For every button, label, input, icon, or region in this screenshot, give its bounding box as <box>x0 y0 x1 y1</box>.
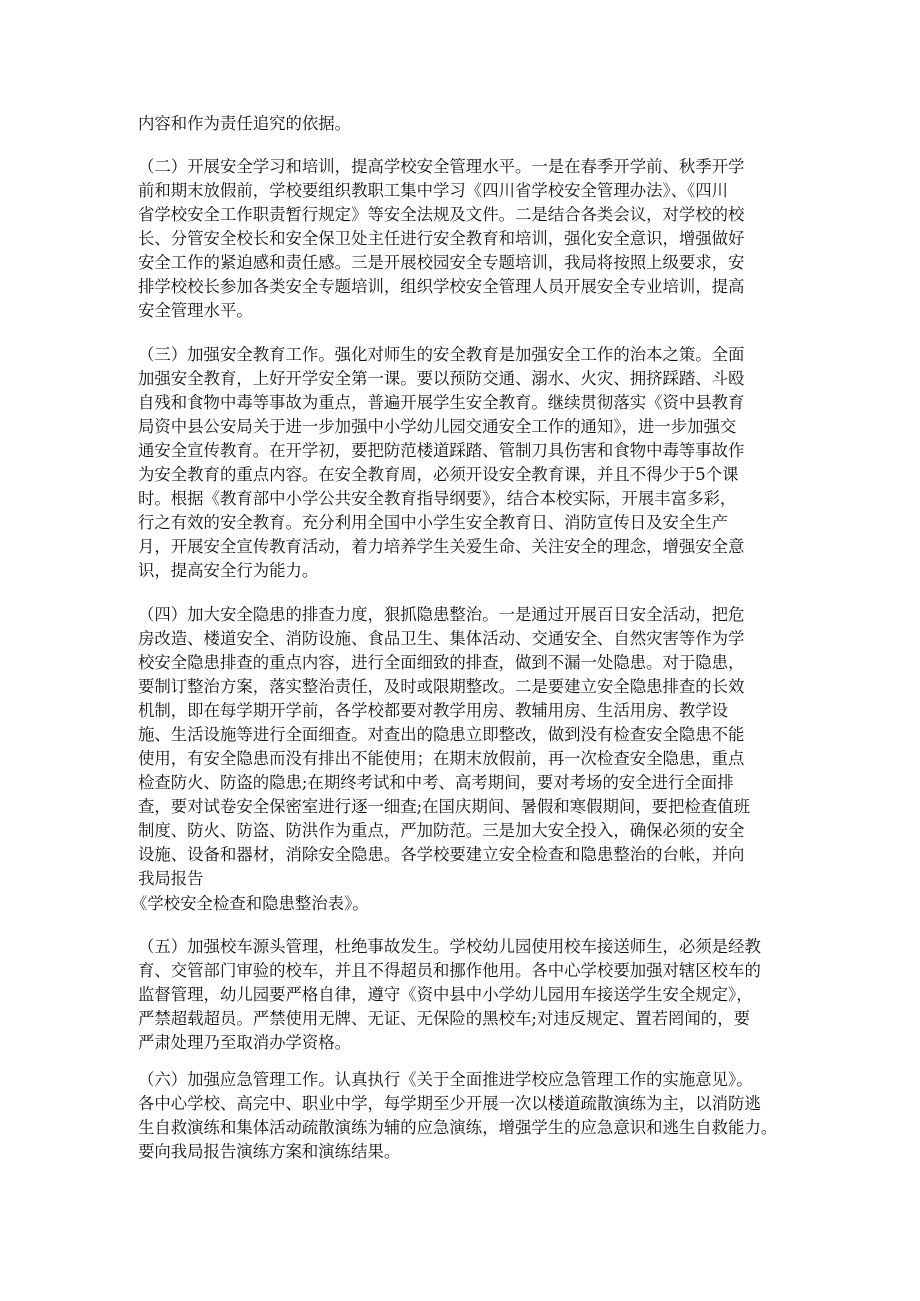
text-line: 长、分管安全校长和安全保卫处主任进行安全教育和培训，强化安全意识，增强做好 <box>138 229 745 248</box>
text-line: 识，提高安全行为能力。 <box>138 561 319 580</box>
text-line: 自残和食物中毒等事故为重点，普遍开展学生安全教育。继续贯彻落实《资中县教育 <box>138 393 745 412</box>
text-line: （六）加强应急管理工作。认真执行《关于全面推进学校应急管理工作的实施意见》。 <box>138 1070 753 1089</box>
text-line: 前和期末放假前，学校要组织教职工集中学习《四川省学校安全管理办法》、《四川 <box>138 181 729 200</box>
text-line: 制度、防火、防盗、防洪作为重点，严加防范。三是加大安全投入，确保必须的安全 <box>138 821 745 840</box>
paragraph-section-4 <box>138 603 798 891</box>
text-line: （四）加大安全隐患的排查力度，狠抓隐患整治。一是通过开展百日安全活动，把危 <box>138 605 745 624</box>
text-line: 内容和作为责任追究的依据。 <box>138 114 352 133</box>
paragraph-section-6 <box>138 1068 798 1164</box>
text-line: 安全工作的紧迫感和责任感。三是开展校园安全专题培训，我局将按照上级要求，安 <box>138 253 745 272</box>
text-line: 安全管理水平。 <box>138 301 253 320</box>
text-line: 省学校安全工作职责暂行规定》等安全法规及文件。二是结合各类会议，对学校的校 <box>138 205 745 224</box>
text-line: 要制订整治方案，落实整治责任，及时或限期整改。二是要建立安全隐患排查的长效 <box>138 677 745 696</box>
text-line: （五）加强校车源头管理，杜绝事故发生。学校幼儿园使用校车接送师生，必须是经教 <box>138 937 761 956</box>
text-line: 生自救演练和集体活动疏散演练为辅的应急演练，增强学生的应急意识和逃生自救能力。 <box>138 1118 778 1137</box>
text-line: 使用，有安全隐患而没有排出不能使用；在期末放假前，再一次检查安全隐患，重点 <box>138 749 745 768</box>
text-line: 严肃处理乃至取消办学资格。 <box>138 1033 352 1052</box>
text-line: 机制，即在每学期开学前，各学校都要对教学用房、教辅用房、生活用房、教学设 <box>138 701 729 720</box>
paragraph-section-5 <box>138 935 798 1055</box>
text-line: 设施、设备和器材，消除安全隐患。各学校要建立安全检查和隐患整治的台帐，并向 <box>138 845 745 864</box>
text-line: 局资中县公安局关于进一步加强中小学幼儿园交通安全工作的通知》，进一步加强交 <box>138 417 737 436</box>
text-line: 《学校安全检查和隐患整治表》。 <box>131 894 369 913</box>
text-line: 严禁超载超员。严禁使用无牌、无证、无保险的黑校车;对违反规定、置若罔闻的，要 <box>138 1009 750 1028</box>
text-line: 为安全教育的重点内容。在安全教育周，必须开设安全教育课，并且不得少于5个课 <box>138 465 739 484</box>
text-line: 育、交管部门审验的校车，并且不得超员和挪作他用。各中心学校要加强对辖区校车的 <box>138 961 761 980</box>
text-line: （三）加强安全教育工作。强化对师生的安全教育是加强安全工作的治本之策。全面 <box>138 345 745 364</box>
text-line: 各中心学校、高完中、职业中学，每学期至少开展一次以楼道疏散演练为主，以消防逃 <box>138 1094 761 1113</box>
text-line: 行之有效的安全教育。充分利用全国中小学生安全教育日、消防宣传日及安全生产 <box>138 513 729 532</box>
text-line: 加强安全教育，上好开学安全第一课。要以预防交通、溺水、火灾、拥挤踩踏、斗殴 <box>138 369 745 388</box>
paragraph-section-3 <box>138 343 798 583</box>
text-line: （二）开展安全学习和培训，提高学校安全管理水平。一是在春季开学前、秋季开学 <box>138 157 745 176</box>
paragraph-continuation <box>138 112 798 136</box>
text-line: 我局报告 <box>138 869 204 888</box>
text-line: 月，开展安全宣传教育活动，着力培养学生关爱生命、关注安全的理念，增强安全意 <box>138 537 745 556</box>
text-line: 房改造、楼道安全、消防设施、食品卫生、集体活动、交通安全、自然灾害等作为学 <box>138 629 745 648</box>
text-line: 查，要对试卷安全保密室进行逐一细查;在国庆期间、暑假和寒假期间，要把检查值班 <box>138 797 750 816</box>
text-line: 检查防火、防盗的隐患;在期终考试和中考、高考期间，要对考场的安全进行全面排 <box>138 773 734 792</box>
text-line: 要向我局报告演练方案和演练结果。 <box>138 1142 401 1161</box>
paragraph-section-4-tail <box>131 892 791 916</box>
text-line: 时。根据《教育部中小学公共安全教育指导纲要》，结合本校实际，开展丰富多彩， <box>138 489 737 508</box>
text-line: 排学校校长参加各类安全专题培训，组织学校安全管理人员开展安全专业培训，提高 <box>138 277 745 296</box>
text-line: 监督管理，幼儿园要严格自律，遵守《资中县中小学幼儿园用车接送学生安全规定》， <box>138 985 753 1004</box>
text-line: 校安全隐患排查的重点内容，进行全面细致的排查，做到不漏一处隐患。对于隐患， <box>138 653 745 672</box>
text-line: 通安全宣传教育。在开学初，要把防范楼道踩踏、管制刀具伤害和食物中毒等事故作 <box>138 441 745 460</box>
text-line: 施、生活设施等进行全面细查。对查出的隐患立即整改，做到没有检查安全隐患不能 <box>138 725 745 744</box>
paragraph-section-2 <box>138 155 798 323</box>
